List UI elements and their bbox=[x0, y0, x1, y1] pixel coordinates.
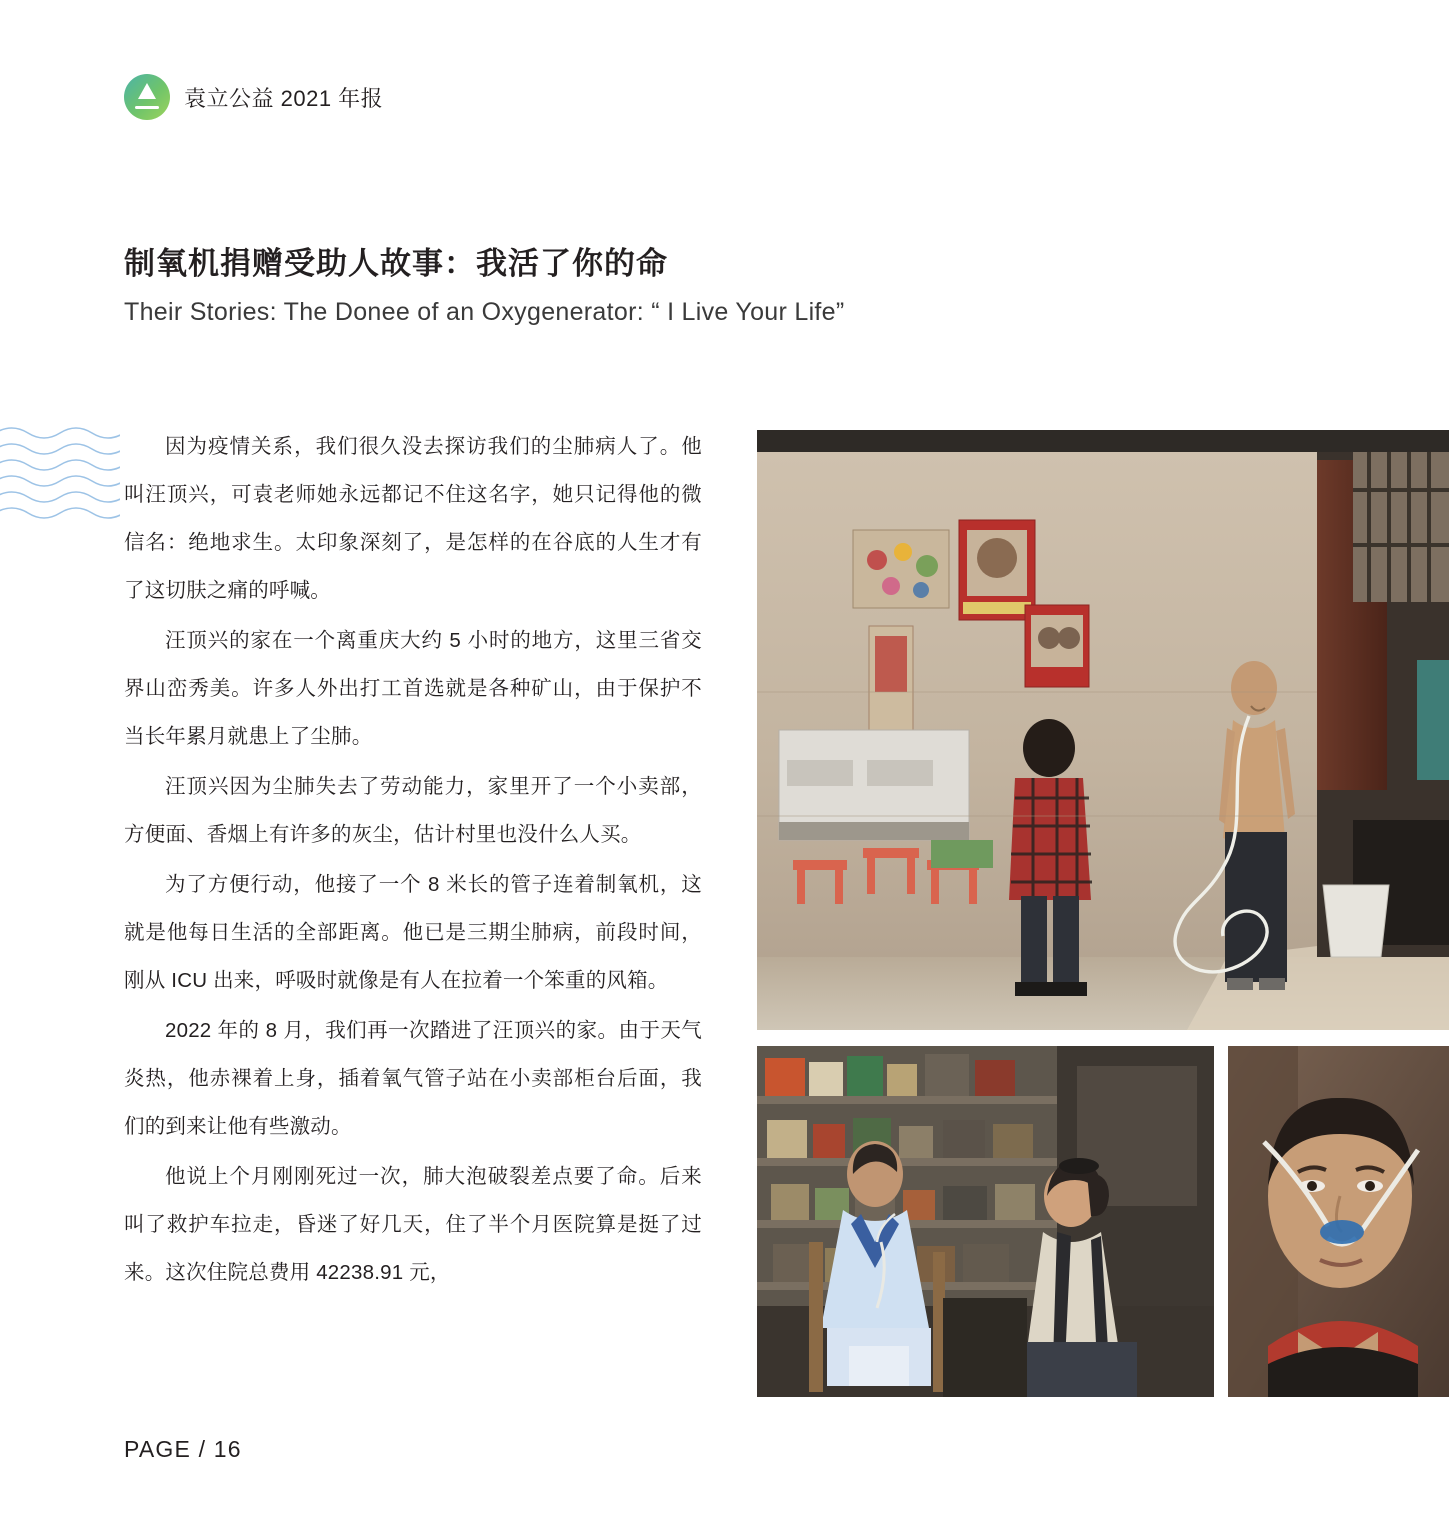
page-title-block bbox=[124, 245, 1274, 328]
wave-decoration bbox=[0, 425, 120, 520]
body-paragraph: 为了方便行动，他接了一个 8 米长的管子连着制氧机，这就是他每日生活的全部距离。他已是三期尘肺病，前段时间，刚从 ICU 出来，呼吸时就像是有人在拉着一个笨重的风箱。 bbox=[124, 873, 702, 992]
article-body bbox=[124, 423, 702, 1299]
body-paragraph: 因为疫情关系，我们很久没去探访我们的尘肺病人了。他叫汪顶兴，可袁老师她永远都记不住这名字，她只记得他的微信名：绝地求生。太印象深刻了，是怎样的在谷底的人生才有了这切肤之痛的呼喊。 bbox=[124, 435, 702, 602]
foundation-logo-icon bbox=[124, 74, 170, 120]
body-paragraph: 汪顶兴的家在一个离重庆大约 5 小时的地方，这里三省交界山峦秀美。许多人外出打工首选就是各种矿山，由于保护不当长年累月就患上了尘肺。 bbox=[124, 629, 702, 748]
photo-man-with-oxygen-tube-at-home bbox=[757, 430, 1449, 1030]
body-paragraph: 2022 年的 8 月，我们再一次踏进了汪顶兴的家。由于天气炎热，他赤裸着上身，插着氧气管子站在小卖部柜台后面，我们的到来让他有些激动。 bbox=[124, 1019, 702, 1138]
photo-interview-in-small-shop bbox=[757, 1046, 1214, 1397]
page-title-english: Their Stories: The Donee of an Oxygenerator: “ I Live Your Life” bbox=[124, 297, 845, 326]
body-paragraph: 汪顶兴因为尘肺失去了劳动能力，家里开了一个小卖部，方便面、香烟上有许多的灰尘，估计村里也没什么人买。 bbox=[124, 775, 702, 846]
photo-portrait-with-nasal-cannula bbox=[1228, 1046, 1449, 1397]
header-title: 袁立公益 2021 年报 bbox=[184, 85, 384, 111]
page-number-footer: PAGE / 16 bbox=[124, 1436, 242, 1462]
body-paragraph: 他说上个月刚刚死过一次，肺大泡破裂差点要了命。后来叫了救护车拉走，昏迷了好几天，住了半个月医院算是挺了过来。这次住院总费用 42238.91 元， bbox=[124, 1165, 702, 1284]
page-title-chinese: 制氧机捐赠受助人故事：我活了你的命 bbox=[124, 246, 668, 281]
page-header bbox=[124, 74, 383, 120]
